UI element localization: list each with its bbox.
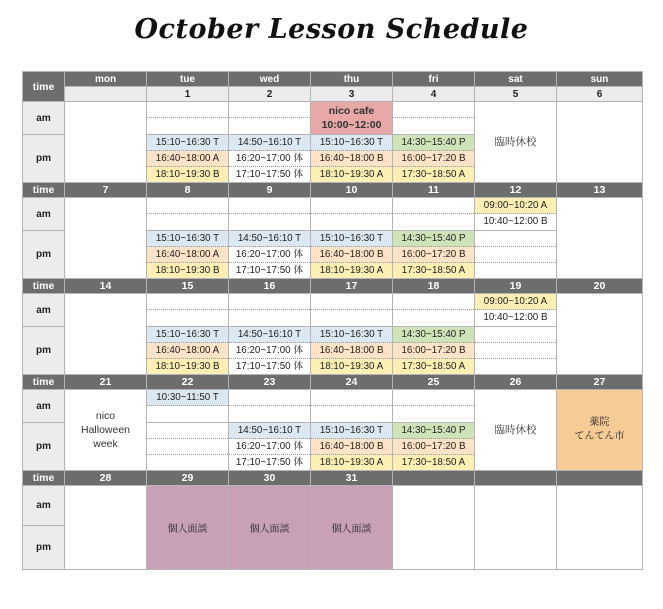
event-line: てんてん市 (574, 431, 625, 442)
lesson-slot: 16:40~18:00 A (147, 343, 228, 359)
date-cell: 1 (147, 87, 229, 102)
lesson-slot: 15:10~16:30 T (311, 231, 392, 247)
am-label: am (23, 390, 65, 423)
lesson-cell (229, 423, 311, 471)
lesson-cell (229, 198, 311, 231)
empty-slot (147, 406, 228, 421)
lesson-slot: 14:30~15:40 P (393, 327, 474, 343)
empty-slot (229, 390, 310, 406)
lesson-slot: 16:40~18:00 B (311, 343, 392, 359)
empty-slot (393, 310, 474, 325)
lesson-slot: 14:30~15:40 P (393, 423, 474, 439)
day-header-sun: sun (557, 72, 643, 87)
lesson-slot: 18:10~19:30 B (147, 263, 228, 278)
lesson-slot: 09:00~10:20 A (475, 294, 556, 310)
date-cell: 30 (229, 471, 311, 486)
lesson-slot: 18:10~19:30 B (147, 359, 228, 374)
date-cell: 13 (557, 183, 643, 198)
lesson-slot: 14:30~15:40 P (393, 231, 474, 247)
lesson-slot: 16:40~18:00 A (147, 151, 228, 167)
empty-slot (311, 406, 392, 421)
lesson-slot: 14:50~16:10 T (229, 423, 310, 439)
lesson-slot: 18:10~19:30 A (311, 359, 392, 374)
day-header-tue: tue (147, 72, 229, 87)
date-cell: 6 (557, 87, 643, 102)
date-cell: 24 (311, 375, 393, 390)
time-label: time (23, 183, 65, 198)
empty-cell (65, 198, 147, 279)
empty-slot (311, 310, 392, 325)
empty-slot (229, 294, 310, 310)
lesson-slot: 16:00~17:20 B (393, 343, 474, 359)
lesson-cell (311, 327, 393, 375)
date-cell: 7 (65, 183, 147, 198)
lesson-cell (147, 198, 229, 231)
date-cell: 23 (229, 375, 311, 390)
lesson-cell (229, 135, 311, 183)
lesson-slot: 16:00~17:20 B (393, 247, 474, 263)
lesson-cell (311, 198, 393, 231)
day-header-mon: mon (65, 72, 147, 87)
lesson-slot: 17:30~18:50 A (393, 263, 474, 278)
day-header-wed: wed (229, 72, 311, 87)
lesson-slot: 10:40~12:00 B (475, 310, 556, 325)
empty-cell (65, 294, 147, 375)
page-title: October Lesson Schedule (134, 14, 529, 45)
am-label: am (23, 486, 65, 526)
day-header-thu: thu (311, 72, 393, 87)
lesson-cell (393, 135, 475, 183)
lesson-slot: 16:20~17:00 体 (229, 343, 310, 359)
date-cell: 26 (475, 375, 557, 390)
closed-cell (475, 390, 557, 471)
lesson-slot: 16:00~17:20 B (393, 151, 474, 167)
date-cell: 12 (475, 183, 557, 198)
lesson-slot: 17:30~18:50 A (393, 455, 474, 470)
lesson-cell (229, 231, 311, 279)
interview-cell (147, 486, 229, 570)
empty-slot (147, 310, 228, 325)
empty-slot (147, 423, 228, 439)
date-cell: 3 (311, 87, 393, 102)
empty-slot (311, 214, 392, 229)
lesson-cell (147, 231, 229, 279)
lesson-slot: 16:40~18:00 B (311, 439, 392, 455)
lesson-cell (311, 423, 393, 471)
interview-note: 個人面談 (167, 524, 208, 535)
empty-cell (65, 486, 147, 570)
lesson-slot: 16:40~18:00 B (311, 151, 392, 167)
date-row (23, 87, 643, 102)
pm-label: pm (23, 135, 65, 183)
empty-slot (475, 327, 556, 343)
date-cell (475, 471, 557, 486)
empty-slot (393, 118, 474, 133)
am-label: am (23, 102, 65, 135)
week1-am-row (23, 102, 643, 135)
empty-slot (147, 118, 228, 133)
lesson-cell (147, 135, 229, 183)
empty-slot (147, 198, 228, 214)
lesson-slot: 14:30~15:40 P (393, 135, 474, 151)
lesson-cell (147, 423, 229, 471)
empty-slot (229, 310, 310, 325)
lesson-slot: 14:50~16:10 T (229, 231, 310, 247)
lesson-cell (475, 198, 557, 231)
lesson-slot: 17:10~17:50 体 (229, 359, 310, 374)
lesson-slot: 16:00~17:20 B (393, 439, 474, 455)
date-cell: 31 (311, 471, 393, 486)
lesson-slot: 16:40~18:00 A (147, 247, 228, 263)
pm-label: pm (23, 423, 65, 471)
lesson-cell (229, 327, 311, 375)
empty-slot (147, 214, 228, 229)
empty-slot (393, 102, 474, 118)
empty-slot (393, 198, 474, 214)
lesson-slot: 16:40~18:00 B (311, 247, 392, 263)
date-cell: 19 (475, 279, 557, 294)
halloween-line: Halloween (80, 424, 131, 436)
date-cell: 18 (393, 279, 475, 294)
lesson-slot: 16:20~17:00 体 (229, 439, 310, 455)
lesson-cell (147, 294, 229, 327)
lesson-cell (475, 231, 557, 279)
empty-slot (311, 294, 392, 310)
date-cell: 9 (229, 183, 311, 198)
date-cell: 27 (557, 375, 643, 390)
halloween-cell (65, 390, 147, 471)
empty-slot (229, 102, 310, 118)
lesson-cell (311, 135, 393, 183)
lesson-slot: 18:10~19:30 A (311, 167, 392, 182)
empty-cell (557, 294, 643, 375)
lesson-cell (393, 294, 475, 327)
empty-slot (229, 214, 310, 229)
lesson-cell (147, 102, 229, 135)
am-label: am (23, 294, 65, 327)
date-cell: 8 (147, 183, 229, 198)
lesson-slot: 17:10~17:50 体 (229, 263, 310, 278)
lesson-slot: 17:30~18:50 A (393, 359, 474, 374)
date-cell: 4 (393, 87, 475, 102)
day-header-sat: sat (475, 72, 557, 87)
week5-am-row (23, 486, 643, 526)
empty-slot (311, 198, 392, 214)
lesson-slot: 17:10~17:50 体 (229, 455, 310, 470)
empty-slot (393, 406, 474, 421)
empty-slot (475, 359, 556, 374)
date-cell: 16 (229, 279, 311, 294)
date-cell (65, 87, 147, 102)
empty-slot (147, 455, 228, 470)
lesson-slot: 16:20~17:00 体 (229, 151, 310, 167)
lesson-cell (393, 231, 475, 279)
schedule-table (22, 71, 643, 570)
empty-cell (557, 486, 643, 570)
pm-label: pm (23, 526, 65, 570)
lesson-cell (393, 423, 475, 471)
empty-cell (475, 486, 557, 570)
date-cell: 10 (311, 183, 393, 198)
lesson-slot: 15:10~16:30 T (147, 231, 228, 247)
weekday-header-row (23, 72, 643, 87)
week2-header-row (23, 183, 643, 198)
empty-slot (229, 198, 310, 214)
lesson-slot: 15:10~16:30 T (311, 327, 392, 343)
lesson-slot: 14:50~16:10 T (229, 327, 310, 343)
lesson-cell (311, 390, 393, 423)
empty-cell (557, 198, 643, 279)
event-cell (557, 390, 643, 471)
lesson-slot: 15:10~16:30 T (147, 135, 228, 151)
lesson-cell (393, 102, 475, 135)
empty-slot (393, 294, 474, 310)
pm-label: pm (23, 231, 65, 279)
empty-slot (475, 247, 556, 263)
halloween-line: week (93, 438, 118, 450)
empty-slot (475, 263, 556, 278)
lesson-slot: 15:10~16:30 T (311, 135, 392, 151)
event-line: 薬院 (589, 417, 610, 428)
week3-am-row (23, 294, 643, 327)
date-cell: 17 (311, 279, 393, 294)
cafe-time: 10:00~12:00 (321, 119, 382, 131)
date-cell: 22 (147, 375, 229, 390)
empty-slot (393, 214, 474, 229)
lesson-slot: 18:10~19:30 B (147, 167, 228, 182)
lesson-cell (229, 294, 311, 327)
empty-slot (147, 439, 228, 455)
lesson-cell (147, 327, 229, 375)
lesson-cell (475, 294, 557, 327)
date-cell: 20 (557, 279, 643, 294)
empty-slot (229, 406, 310, 421)
lesson-slot: 18:10~19:30 A (311, 455, 392, 470)
pm-label: pm (23, 327, 65, 375)
lesson-cell (229, 102, 311, 135)
week4-am-row (23, 390, 643, 423)
lesson-slot: 10:40~12:00 B (475, 214, 556, 229)
time-label: time (23, 375, 65, 390)
day-header-fri: fri (393, 72, 475, 87)
date-cell: 11 (393, 183, 475, 198)
date-cell (393, 471, 475, 486)
time-label: time (23, 279, 65, 294)
lesson-slot: 10:30~11:50 T (147, 390, 228, 406)
lesson-slot: 16:20~17:00 体 (229, 247, 310, 263)
time-header: time (23, 72, 65, 102)
empty-slot (311, 390, 392, 406)
week5-header-row (23, 471, 643, 486)
halloween-line: nico (95, 410, 116, 422)
lesson-cell (311, 294, 393, 327)
lesson-slot: 15:10~16:30 T (311, 423, 392, 439)
date-cell: 21 (65, 375, 147, 390)
lesson-cell (147, 390, 229, 423)
date-cell: 2 (229, 87, 311, 102)
interview-note: 個人面談 (331, 524, 372, 535)
date-cell: 25 (393, 375, 475, 390)
lesson-slot: 09:00~10:20 A (475, 198, 556, 214)
date-cell: 5 (475, 87, 557, 102)
empty-cell (557, 102, 643, 183)
lesson-cell (229, 390, 311, 423)
interview-note: 個人面談 (249, 524, 290, 535)
lesson-cell (393, 198, 475, 231)
am-label: am (23, 198, 65, 231)
empty-slot (393, 390, 474, 406)
lesson-slot: 17:30~18:50 A (393, 167, 474, 182)
lesson-slot: 18:10~19:30 A (311, 263, 392, 278)
empty-cell (393, 486, 475, 570)
lesson-slot: 14:50~16:10 T (229, 135, 310, 151)
lesson-cell (475, 327, 557, 375)
week4-header-row (23, 375, 643, 390)
date-cell: 15 (147, 279, 229, 294)
lesson-cell (393, 327, 475, 375)
lesson-slot: 17:10~17:50 体 (229, 167, 310, 182)
closed-note: 臨時休校 (494, 424, 537, 436)
lesson-cell (393, 390, 475, 423)
closed-cell (475, 102, 557, 183)
lesson-cell (311, 231, 393, 279)
cafe-label: nico cafe (328, 105, 375, 117)
closed-note: 臨時休校 (494, 136, 537, 148)
cafe-cell (311, 102, 393, 135)
date-cell: 14 (65, 279, 147, 294)
interview-cell (229, 486, 311, 570)
date-cell (557, 471, 643, 486)
lesson-slot: 15:10~16:30 T (147, 327, 228, 343)
date-cell: 29 (147, 471, 229, 486)
empty-slot (147, 102, 228, 118)
empty-slot (229, 118, 310, 133)
empty-slot (147, 294, 228, 310)
empty-slot (475, 343, 556, 359)
empty-slot (475, 231, 556, 247)
week3-header-row (23, 279, 643, 294)
empty-cell (65, 102, 147, 183)
week2-am-row (23, 198, 643, 231)
time-label: time (23, 471, 65, 486)
interview-cell (311, 486, 393, 570)
date-cell: 28 (65, 471, 147, 486)
